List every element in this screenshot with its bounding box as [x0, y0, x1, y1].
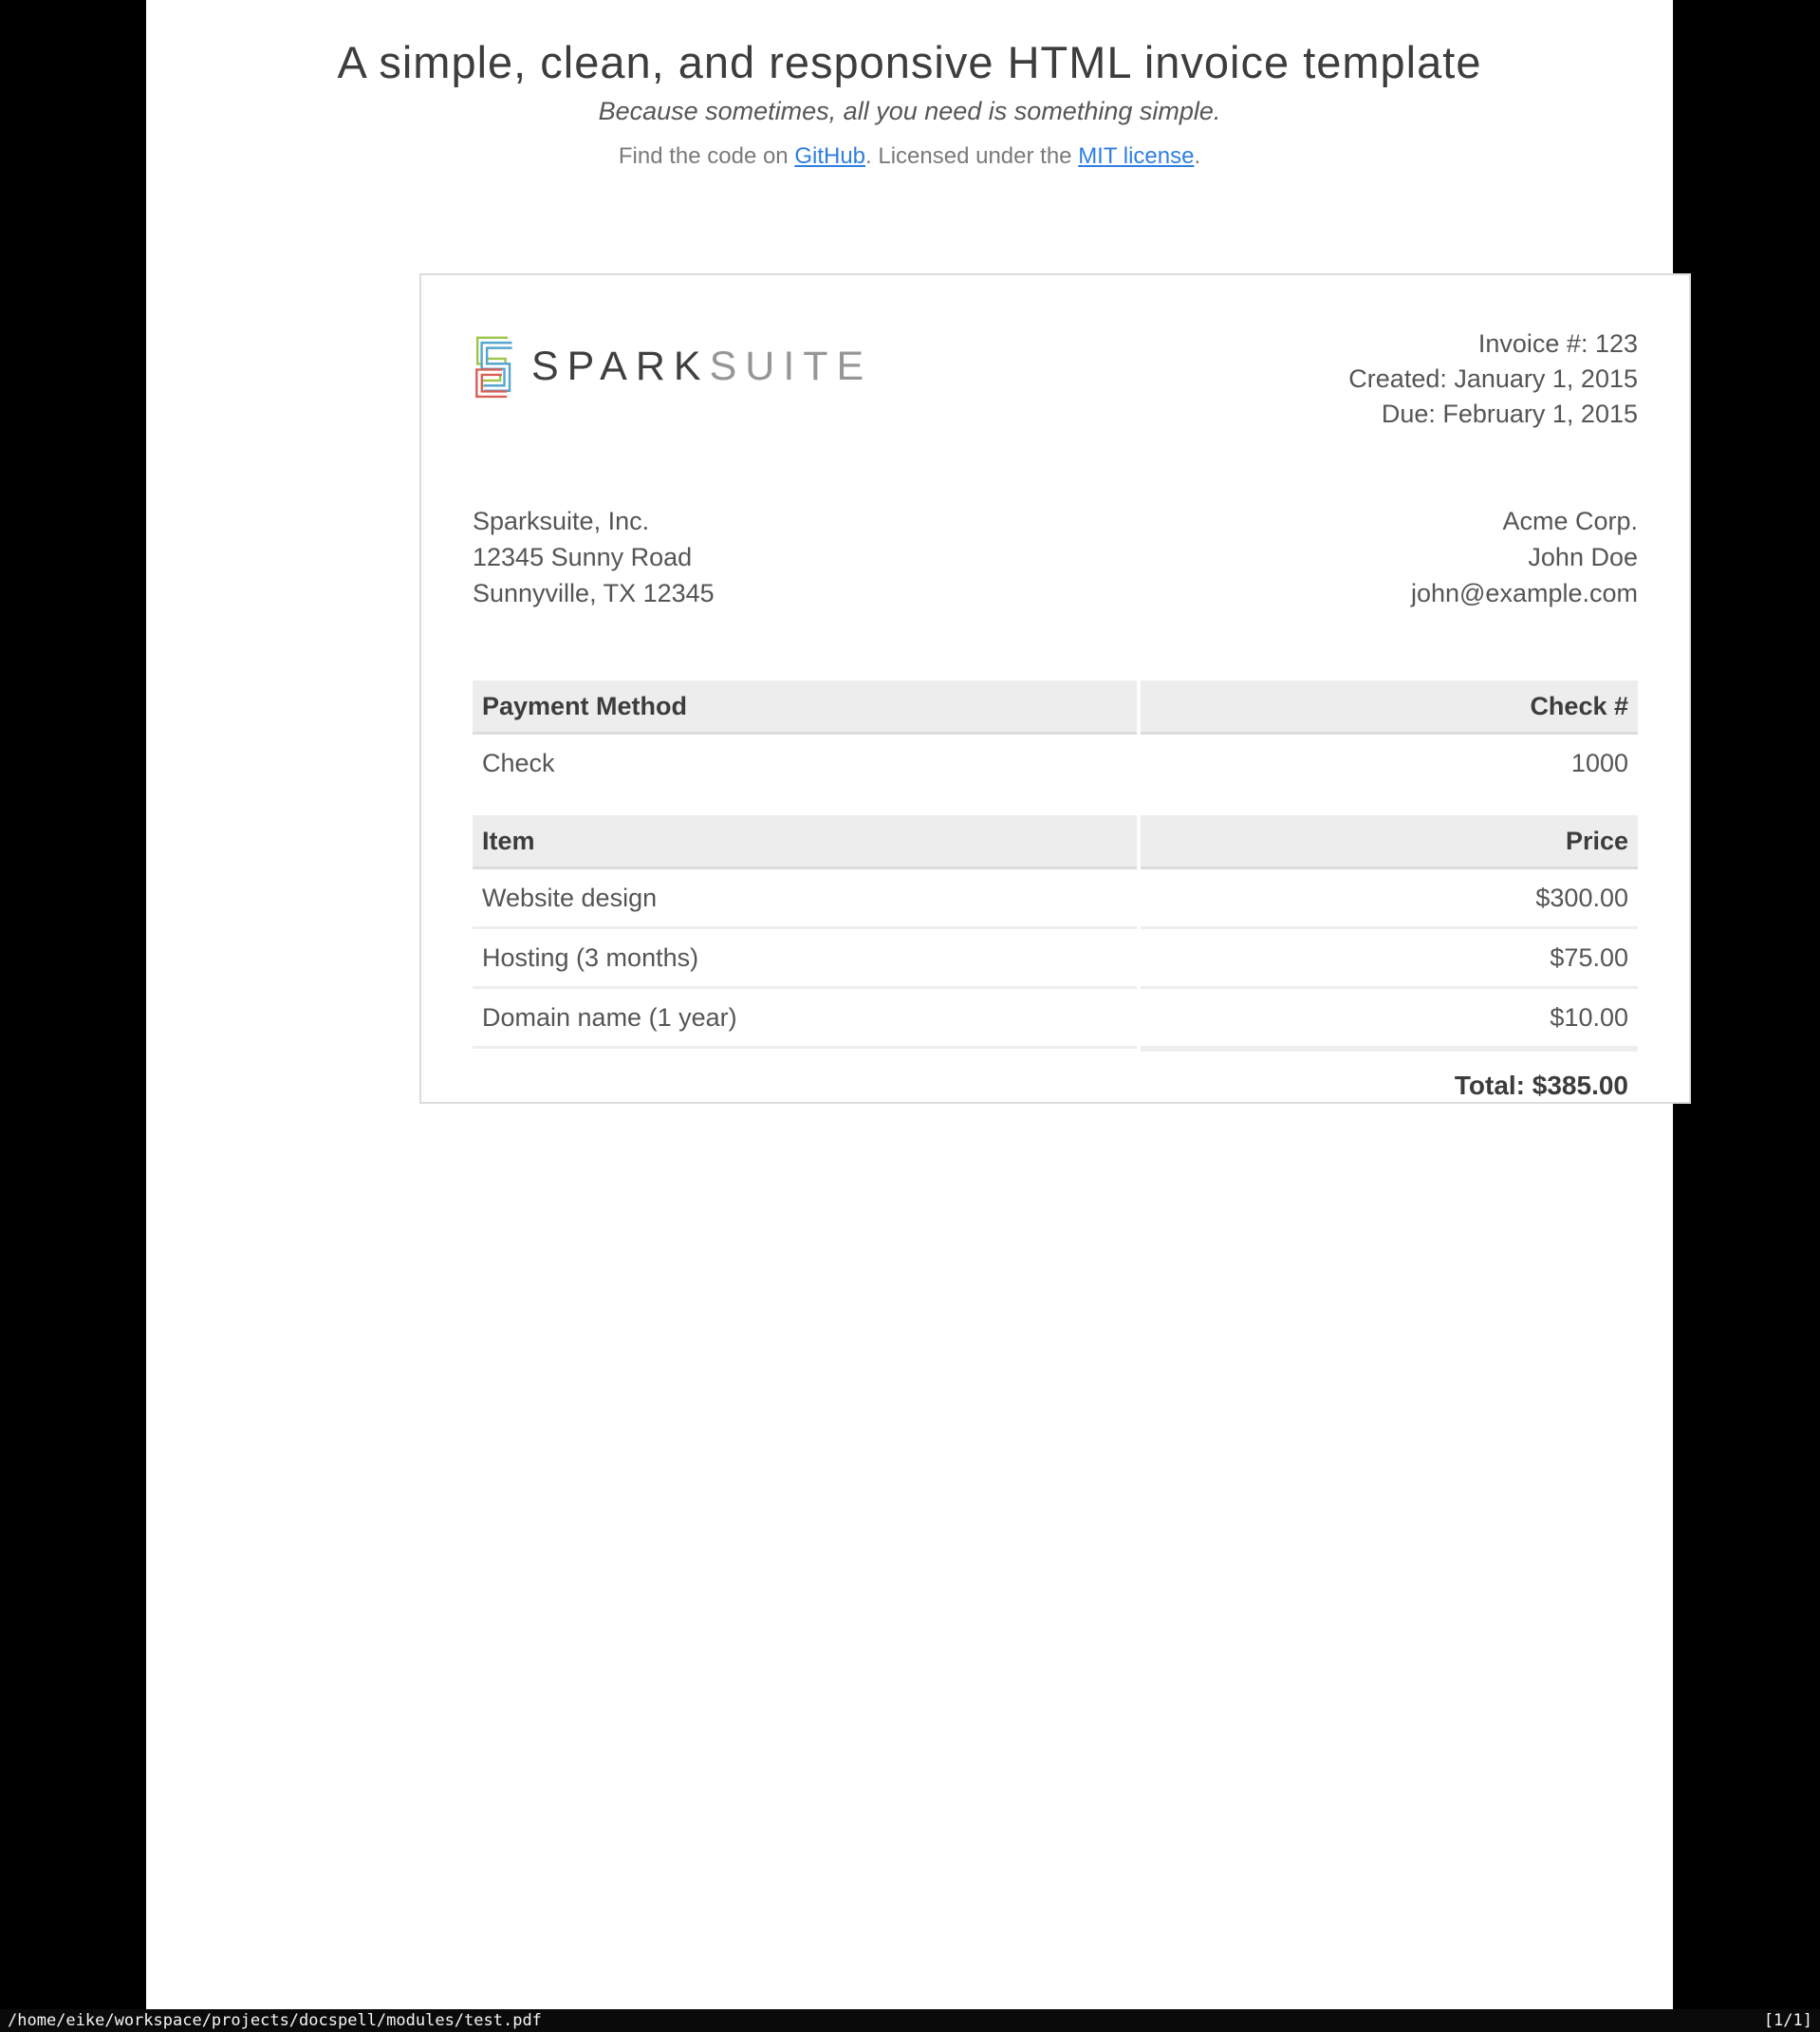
page-title: A simple, clean, and responsive HTML invoice template	[337, 37, 1482, 87]
recipient-address	[1411, 503, 1638, 611]
payment-method-header: Payment Method	[473, 680, 1137, 735]
invoice-box	[419, 273, 1691, 1104]
logo-word-suite: SUITE	[709, 344, 873, 389]
addresses-row	[473, 503, 1638, 611]
item-column-header: Item	[473, 815, 1137, 869]
invoice-meta	[1348, 326, 1638, 432]
check-number-value: 1000	[1570, 749, 1628, 777]
file-path: /home/eike/workspace/projects/docspell/modules/test.pdf	[8, 2011, 542, 2030]
invoice-top-row	[473, 326, 1638, 432]
item-row	[473, 869, 1638, 929]
recipient-name: John Doe	[1528, 543, 1638, 571]
logo-word-spark: SPARK	[531, 344, 710, 389]
sparksuite-mark-icon	[473, 336, 516, 397]
credits-line	[146, 142, 1673, 171]
invoice-created-date: Created: January 1, 2015	[1348, 364, 1638, 393]
item-name: Domain name (1 year)	[473, 989, 1137, 1049]
recipient-company: Acme Corp.	[1502, 507, 1638, 535]
logo-wordmark	[531, 345, 872, 388]
sender-address	[473, 503, 715, 611]
item-row	[473, 989, 1638, 1049]
payment-row	[473, 735, 1638, 792]
page-subtitle: Because sometimes, all you need is something simple.	[598, 97, 1221, 125]
sparksuite-logo	[473, 336, 872, 397]
recipient-email: john@example.com	[1410, 579, 1638, 607]
credits-middle: . Licensed under the	[865, 143, 1079, 169]
page-indicator: [1/1]	[1763, 2011, 1812, 2030]
statusbar	[0, 2009, 1820, 2032]
total-row	[473, 1049, 1638, 1103]
total-amount: Total: $385.00	[1141, 1049, 1638, 1103]
mit-license-link[interactable]: MIT license	[1078, 143, 1195, 169]
github-link[interactable]: GitHub	[794, 143, 866, 169]
payment-table-header	[473, 680, 1638, 735]
item-row	[473, 929, 1638, 989]
sender-street: 12345 Sunny Road	[473, 543, 693, 571]
total-row-spacer	[473, 1049, 1137, 1103]
check-number-header: Check #	[1141, 680, 1638, 735]
credits-suffix: .	[1194, 143, 1201, 169]
pdf-page	[146, 0, 1673, 2009]
sender-company: Sparksuite, Inc.	[473, 507, 650, 535]
items-table-header	[473, 815, 1638, 869]
payment-method-value: Check	[482, 749, 555, 777]
sender-city: Sunnyville, TX 12345	[473, 579, 715, 607]
item-price: $300.00	[1141, 869, 1638, 929]
item-price: $75.00	[1141, 929, 1638, 989]
price-column-header: Price	[1141, 815, 1638, 869]
document-header	[146, 0, 1673, 171]
item-name: Hosting (3 months)	[473, 929, 1137, 989]
credits-prefix: Find the code on	[618, 143, 795, 169]
item-name: Website design	[473, 869, 1137, 929]
invoice-number: Invoice #: 123	[1477, 329, 1638, 358]
item-price: $10.00	[1141, 989, 1638, 1049]
invoice-due-date: Due: February 1, 2015	[1381, 400, 1638, 428]
